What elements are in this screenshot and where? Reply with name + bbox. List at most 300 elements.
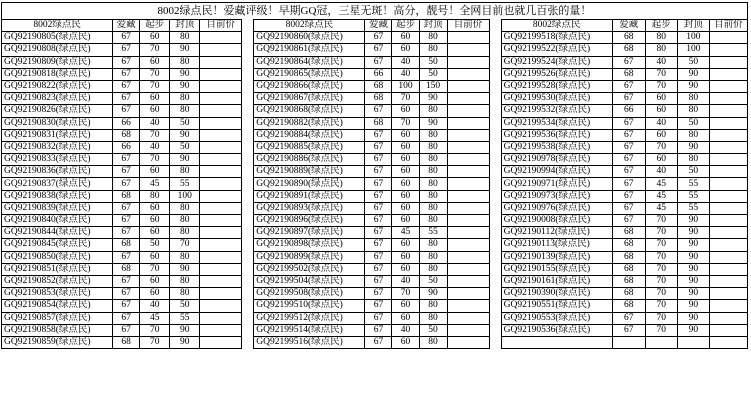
cell-cap: 80 [170,251,200,263]
cell-start: 70 [140,263,170,275]
table-row [2,312,748,324]
cell-aicang: 68 [612,275,645,287]
cell-code: GQ92190884(绿点民) [254,129,365,141]
cell-cap: 50 [677,117,709,129]
spacer-cell [489,324,501,336]
cell-current [447,227,489,239]
cell-cap: 90 [677,312,709,324]
cell-cap: 80 [170,288,200,300]
spacer-cell [242,202,254,214]
cell-cap: 50 [419,68,447,80]
cell-current [447,263,489,275]
cell-current [447,288,489,300]
cell-current [709,288,747,300]
cell-current [709,275,747,287]
cell-cap: 90 [677,80,709,92]
spacer-cell [242,312,254,324]
spacer-cell [489,190,501,202]
cell-aicang: 68 [612,32,645,44]
cell-aicang: 67 [612,56,645,68]
cell-start: 70 [645,275,677,287]
cell-current [447,324,489,336]
cell-cap: 50 [170,141,200,153]
cell-current [447,56,489,68]
cell-code: GQ92190850(绿点民) [2,251,113,263]
cell-cap: 90 [170,324,200,336]
cell-code: GQ92190536(绿点民) [501,324,612,336]
cell-cap: 80 [170,93,200,105]
cell-aicang: 68 [113,336,140,348]
cell-cap: 90 [170,68,200,80]
cell-cap [677,336,709,348]
cell-current [200,227,242,239]
cell-cap: 90 [677,275,709,287]
cell-cap: 80 [170,227,200,239]
cell-aicang: 68 [113,129,140,141]
cell-start: 70 [140,324,170,336]
cell-code: GQ92190858(绿点民) [2,324,113,336]
cell-aicang: 68 [113,239,140,251]
cell-cap: 150 [419,80,447,92]
cell-aicang: 67 [612,117,645,129]
spacer-cell [489,166,501,178]
cell-current [709,141,747,153]
cell-code: GQ92190844(绿点民) [2,227,113,239]
table-row [2,336,748,348]
cell-start: 40 [645,166,677,178]
cell-code: GQ92190973(绿点民) [501,190,612,202]
cell-start: 40 [140,117,170,129]
cell-code: GQ92190805(绿点民) [2,32,113,44]
cell-code: GQ92199522(绿点民) [501,44,612,56]
cell-code: GQ92199514(绿点民) [254,324,365,336]
cell-aicang: 67 [113,215,140,227]
cell-current [200,263,242,275]
cell-current [709,129,747,141]
cell-code: GQ92190897(绿点民) [254,227,365,239]
column-header: 封顶 [419,20,447,32]
cell-code [501,336,612,348]
cell-aicang: 67 [365,190,392,202]
cell-aicang: 67 [612,80,645,92]
cell-aicang: 67 [365,154,392,166]
spacer-cell [242,44,254,56]
cell-aicang: 67 [365,312,392,324]
cell-start: 45 [392,227,419,239]
cell-aicang: 67 [365,56,392,68]
spacer-cell [242,190,254,202]
cell-code: GQ92190891(绿点民) [254,190,365,202]
cell-code: GQ92190839(绿点民) [2,202,113,214]
cell-cap: 80 [419,105,447,117]
cell-current [447,154,489,166]
cell-cap: 80 [170,275,200,287]
cell-start: 70 [392,117,419,129]
cell-code: GQ92190008(绿点民) [501,215,612,227]
cell-start: 45 [645,190,677,202]
cell-current [200,154,242,166]
cell-current [447,44,489,56]
spacer-cell [242,32,254,44]
table-row [2,141,748,153]
cell-current [709,336,747,348]
cell-cap: 90 [677,251,709,263]
table-row [2,166,748,178]
cell-cap: 80 [170,166,200,178]
cell-current [200,178,242,190]
cell-current [709,263,747,275]
spacer-cell [489,178,501,190]
cell-start: 60 [392,202,419,214]
cell-start: 60 [140,288,170,300]
column-header: 爱藏 [113,20,140,32]
cell-code: GQ92190822(绿点民) [2,80,113,92]
cell-code: GQ92190854(绿点民) [2,300,113,312]
cell-current [200,251,242,263]
spacer-cell [242,263,254,275]
cell-start: 60 [392,251,419,263]
cell-code: GQ92199512(绿点民) [254,312,365,324]
cell-start: 60 [392,178,419,190]
cell-start: 70 [645,251,677,263]
spacer-cell [489,251,501,263]
cell-aicang: 67 [113,202,140,214]
table-row [2,202,748,214]
cell-current [709,324,747,336]
spacer-cell [242,129,254,141]
cell-aicang: 67 [113,166,140,178]
cell-code: GQ92190885(绿点民) [254,141,365,153]
cell-cap: 80 [170,105,200,117]
spacer-cell [489,215,501,227]
cell-code: GQ92190859(绿点民) [2,336,113,348]
cell-current [709,312,747,324]
cell-code: GQ92190112(绿点民) [501,227,612,239]
cell-start: 70 [140,129,170,141]
cell-cap: 80 [419,239,447,251]
spacer-cell [489,56,501,68]
cell-cap: 80 [677,93,709,105]
cell-start: 60 [140,32,170,44]
cell-start: 60 [140,105,170,117]
spacer-cell [489,312,501,324]
cell-aicang: 67 [612,202,645,214]
cell-aicang: 67 [612,154,645,166]
cell-current [447,117,489,129]
cell-start: 40 [140,300,170,312]
cell-current [200,324,242,336]
cell-cap: 90 [170,44,200,56]
spacer-cell [489,141,501,153]
cell-current [200,32,242,44]
spacer-cell [242,239,254,251]
cell-code: GQ92190899(绿点民) [254,251,365,263]
cell-start: 60 [140,275,170,287]
cell-cap: 80 [677,129,709,141]
cell-start: 60 [392,141,419,153]
cell-code: GQ92190836(绿点民) [2,166,113,178]
cell-code: GQ92190978(绿点民) [501,154,612,166]
cell-cap: 90 [170,80,200,92]
cell-current [200,166,242,178]
cell-aicang: 67 [612,166,645,178]
cell-start: 50 [140,239,170,251]
cell-start: 70 [140,80,170,92]
cell-current [709,117,747,129]
cell-current [200,215,242,227]
cell-code: GQ92190830(绿点民) [2,117,113,129]
cell-aicang: 67 [113,324,140,336]
cell-aicang: 67 [365,129,392,141]
cell-current [200,312,242,324]
spacer-cell [242,20,254,32]
cell-code: GQ92190889(绿点民) [254,166,365,178]
cell-cap: 80 [419,32,447,44]
cell-current [200,336,242,348]
table-row [2,190,748,202]
cell-aicang: 68 [113,190,140,202]
price-table [1,19,748,349]
cell-cap: 80 [419,129,447,141]
cell-aicang: 68 [612,227,645,239]
cell-aicang: 68 [612,44,645,56]
cell-aicang: 67 [365,141,392,153]
cell-start: 70 [645,300,677,312]
cell-current [447,178,489,190]
cell-aicang: 67 [365,202,392,214]
cell-code: GQ92190886(绿点民) [254,154,365,166]
cell-start: 60 [392,166,419,178]
cell-cap: 80 [419,263,447,275]
spacer-cell [242,300,254,312]
sheet-title: 8002绿点民！爱藏评级！早期GQ冠，三星无斑！高分，靓号！全网目前也就几百张的量！ [1,2,748,19]
table-row [2,275,748,287]
cell-cap: 90 [677,263,709,275]
cell-code: GQ92199504(绿点民) [254,275,365,287]
cell-start: 60 [392,32,419,44]
cell-aicang: 67 [365,324,392,336]
spacer-cell [489,227,501,239]
cell-cap: 80 [677,154,709,166]
cell-cap: 80 [419,215,447,227]
cell-start: 70 [140,336,170,348]
spacer-cell [242,80,254,92]
cell-code: GQ92190823(绿点民) [2,93,113,105]
cell-start: 60 [140,56,170,68]
cell-code: GQ92190831(绿点民) [2,129,113,141]
cell-cap: 90 [170,129,200,141]
cell-current [447,336,489,348]
spacer-cell [489,80,501,92]
column-header: 目前价 [709,20,747,32]
cell-code: GQ92190852(绿点民) [2,275,113,287]
cell-current [709,56,747,68]
cell-code: GQ92190861(绿点民) [254,44,365,56]
cell-code: GQ92190994(绿点民) [501,166,612,178]
cell-start: 60 [140,227,170,239]
cell-current [447,141,489,153]
cell-start: 45 [140,312,170,324]
cell-code: GQ92190818(绿点民) [2,68,113,80]
cell-start: 70 [392,288,419,300]
cell-start: 100 [392,80,419,92]
spacer-cell [242,56,254,68]
cell-code: GQ92199524(绿点民) [501,56,612,68]
cell-aicang: 67 [365,275,392,287]
cell-code: GQ92190553(绿点民) [501,312,612,324]
cell-current [709,178,747,190]
column-header: 8002绿点民 [254,20,365,32]
cell-cap: 80 [419,300,447,312]
cell-cap: 90 [170,154,200,166]
cell-start: 70 [645,288,677,300]
cell-aicang: 68 [612,251,645,263]
cell-current [447,129,489,141]
cell-start: 70 [645,68,677,80]
spacer-cell [489,44,501,56]
cell-start: 60 [140,166,170,178]
cell-code: GQ92199510(绿点民) [254,300,365,312]
cell-start: 60 [392,129,419,141]
cell-code: GQ92190840(绿点民) [2,215,113,227]
cell-code: GQ92199530(绿点民) [501,93,612,105]
cell-current [709,215,747,227]
cell-aicang: 68 [612,288,645,300]
cell-start: 70 [645,312,677,324]
cell-start: 60 [645,93,677,105]
cell-current [709,105,747,117]
cell-aicang: 67 [365,105,392,117]
spacer-cell [489,154,501,166]
cell-start: 60 [645,154,677,166]
cell-cap: 50 [170,117,200,129]
cell-current [709,44,747,56]
cell-cap: 90 [170,336,200,348]
spacer-cell [242,178,254,190]
cell-start: 60 [140,202,170,214]
cell-start: 60 [392,154,419,166]
spacer-cell [242,117,254,129]
cell-start: 40 [140,141,170,153]
cell-code: GQ92190155(绿点民) [501,263,612,275]
column-header: 封顶 [170,20,200,32]
cell-start [645,336,677,348]
cell-cap: 90 [419,93,447,105]
cell-code: GQ92190890(绿点民) [254,178,365,190]
table-row [2,80,748,92]
column-header: 起步 [645,20,677,32]
cell-start: 45 [140,178,170,190]
cell-cap: 100 [170,190,200,202]
cell-start: 60 [140,251,170,263]
spacer-cell [489,20,501,32]
cell-code: GQ92190893(绿点民) [254,202,365,214]
cell-aicang: 67 [365,336,392,348]
cell-code: GQ92199538(绿点民) [501,141,612,153]
cell-current [200,44,242,56]
table-row [2,178,748,190]
cell-current [200,141,242,153]
cell-current [447,202,489,214]
table-row [2,324,748,336]
cell-aicang: 68 [612,239,645,251]
column-header: 起步 [140,20,170,32]
cell-code: GQ92199516(绿点民) [254,336,365,348]
cell-aicang: 67 [113,275,140,287]
cell-code: GQ92190976(绿点民) [501,202,612,214]
cell-start: 40 [392,275,419,287]
table-row [2,239,748,251]
cell-aicang: 67 [113,105,140,117]
cell-aicang: 67 [113,251,140,263]
cell-start: 45 [645,178,677,190]
cell-cap: 80 [170,202,200,214]
table-row [2,154,748,166]
cell-start: 60 [392,190,419,202]
cell-aicang: 67 [612,141,645,153]
cell-current [447,68,489,80]
cell-code: GQ92190837(绿点民) [2,178,113,190]
cell-current [447,105,489,117]
cell-code: GQ92199536(绿点民) [501,129,612,141]
cell-aicang: 66 [612,105,645,117]
cell-start: 70 [645,263,677,275]
cell-aicang: 67 [365,227,392,239]
cell-cap: 80 [170,215,200,227]
cell-code: GQ92190864(绿点民) [254,56,365,68]
table-body [2,20,748,349]
cell-aicang: 67 [113,68,140,80]
cell-start: 60 [392,44,419,56]
cell-current [200,129,242,141]
cell-aicang: 67 [113,93,140,105]
cell-cap: 80 [170,56,200,68]
header-row [2,20,748,32]
cell-code: GQ92199534(绿点民) [501,117,612,129]
cell-current [709,80,747,92]
spacer-cell [242,166,254,178]
cell-cap: 50 [419,275,447,287]
spacer-cell [242,215,254,227]
cell-aicang: 67 [113,56,140,68]
spacer-cell [489,275,501,287]
spacer-cell [489,202,501,214]
cell-current [200,239,242,251]
spacer-cell [489,300,501,312]
cell-current [709,32,747,44]
cell-start: 60 [645,105,677,117]
table-row [2,93,748,105]
cell-start: 60 [392,336,419,348]
cell-current [709,93,747,105]
cell-aicang: 67 [113,312,140,324]
cell-current [200,190,242,202]
cell-start: 70 [645,227,677,239]
cell-cap: 80 [677,105,709,117]
cell-code: GQ92190113(绿点民) [501,239,612,251]
cell-aicang: 67 [612,215,645,227]
cell-aicang: 67 [365,288,392,300]
spacer-cell [489,117,501,129]
cell-current [709,227,747,239]
cell-aicang: 67 [113,154,140,166]
cell-current [709,154,747,166]
spacer-cell [489,263,501,275]
table-row [2,32,748,44]
spacer-cell [242,324,254,336]
cell-code: GQ92190857(绿点民) [2,312,113,324]
cell-code: GQ92190896(绿点民) [254,215,365,227]
